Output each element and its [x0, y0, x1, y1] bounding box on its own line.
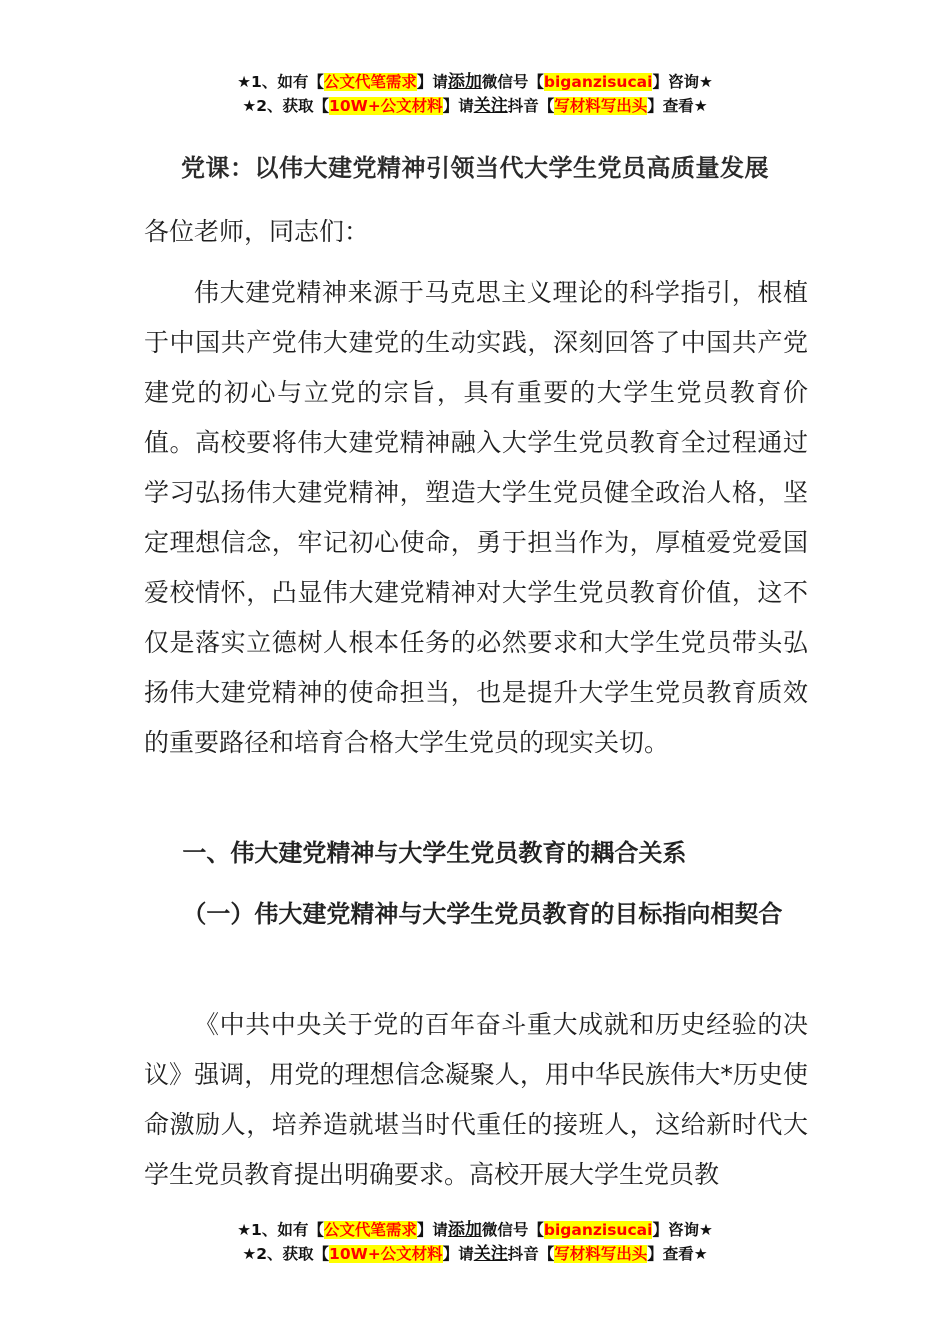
banner-text: 】请 [416, 73, 448, 91]
salutation: 各位老师，同志们： [144, 217, 370, 246]
banner-underlined-text: 关注 [473, 1244, 508, 1264]
banner-text: 微信号【 [481, 1221, 544, 1239]
banner-text: 】查看★ [647, 97, 708, 115]
banner-text: 抖音【 [507, 97, 555, 115]
banner-highlight: 10W+公文材料 [329, 1245, 443, 1263]
header-banner-line2 [0, 94, 950, 118]
banner-text: 】咨询★ [652, 73, 713, 91]
banner-underlined-text: 添加 [447, 72, 482, 92]
banner-text: ★1、如有【 [237, 1221, 324, 1239]
banner-highlight: 10W+公文材料 [329, 97, 443, 115]
banner-wechat-id: biganzisucai [543, 1221, 653, 1239]
footer-banner-line1 [0, 1218, 950, 1242]
banner-text: 微信号【 [481, 73, 544, 91]
banner-text: 】请 [416, 1221, 448, 1239]
banner-text: ★2、获取【 [242, 97, 330, 115]
header-banner-line1 [0, 70, 950, 94]
banner-text: 抖音【 [507, 1245, 555, 1263]
banner-underlined-text: 添加 [447, 1220, 482, 1240]
section-heading: 一、伟大建党精神与大学生党员教育的耦合关系 [182, 839, 687, 867]
banner-highlight: 公文代笔需求 [323, 73, 417, 91]
banner-text: 】咨询★ [652, 1221, 713, 1239]
banner-text: ★2、获取【 [242, 1245, 330, 1263]
banner-douyin-id: 写材料写出头 [554, 1245, 648, 1263]
banner-text: 】请 [442, 1245, 474, 1263]
banner-text: ★1、如有【 [237, 73, 324, 91]
banner-wechat-id: biganzisucai [543, 73, 653, 91]
banner-highlight: 公文代笔需求 [323, 1221, 417, 1239]
header-banner [0, 70, 950, 118]
subsection-heading: （一）伟大建党精神与大学生党员教育的目标指向相契合 [182, 900, 783, 928]
banner-douyin-id: 写材料写出头 [554, 97, 648, 115]
body-paragraph-1 [144, 268, 808, 768]
banner-text: 】请 [442, 97, 474, 115]
paragraph-text: 《中共中央关于党的百年奋斗重大成就和历史经验的决议》强调，用党的理想信念凝聚人，用中华民族伟大*历史使命激励人，培养造就堪当时代重任的接班人，这给新时代大学生党员教育提出明确要求。高校开展大学生党员教 [144, 1010, 808, 1189]
document-title: 党课：以伟大建党精神引领当代大学生党员高质量发展 [181, 154, 769, 182]
body-paragraph-2 [144, 1000, 808, 1200]
paragraph-text: 伟大建党精神来源于马克思主义理论的科学指引，根植于中国共产党伟大建党的生动实践，深刻回答了中国共产党建党的初心与立党的宗旨，具有重要的大学生党员教育价值。高校要将伟大建党精神融入大学生党员教育全过程通过学习弘扬伟大建党精神，塑造大学生党员健全政治人格，坚定理想信念，牢记初心使命，勇于担当作为，厚植爱党爱国爱校情怀，凸显伟大建党精神对大学生党员教育价值，这不仅是落实立德树人根本任务的必然要求和大学生党员带头弘扬伟大建党精神的使命担当，也是提升大学生党员教育质效的重要路径和培育合格大学生党员的现实关切。 [144, 278, 808, 757]
banner-underlined-text: 关注 [473, 96, 508, 116]
footer-banner [0, 1218, 950, 1266]
footer-banner-line2 [0, 1242, 950, 1266]
banner-text: 】查看★ [647, 1245, 708, 1263]
